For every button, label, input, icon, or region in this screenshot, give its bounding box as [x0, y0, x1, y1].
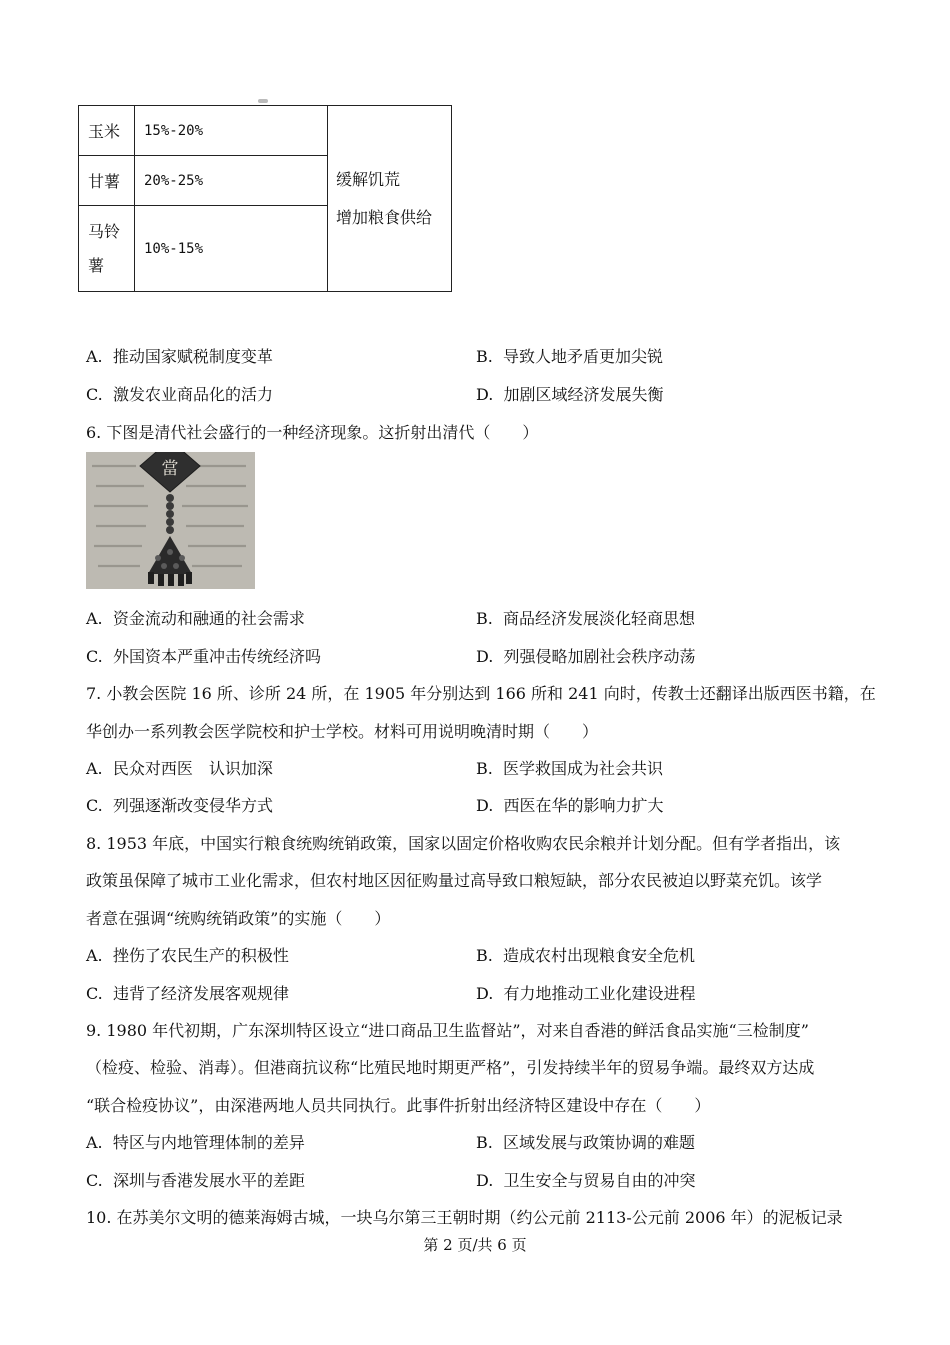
effect-cell [328, 106, 452, 292]
option-letter: C. [86, 647, 103, 666]
option-letter: B. [476, 1133, 493, 1152]
crop-range-cell: 20%-25% [135, 156, 328, 206]
page-footer: 第 2 页/共 6 页 [423, 1236, 527, 1254]
q7-option-c [86, 793, 273, 816]
crop-range-cell: 10%-15% [135, 206, 328, 292]
crop-name-cell [79, 206, 135, 292]
q9-option-b [476, 1130, 695, 1153]
option-text: 加剧区域经济发展失衡 [503, 385, 664, 404]
q10-stem-line: 10. 在苏美尔文明的德莱海姆古城，一块乌尔第三王朝时期（约公元前 2113-公元前 2006 年）的泥板记录 [86, 1208, 843, 1227]
option-letter: B. [476, 347, 493, 366]
scan-mark [258, 99, 268, 103]
option-letter: C. [86, 796, 103, 815]
option-text: 列强侵略加剧社会秩序动荡 [503, 647, 696, 666]
option-letter: C. [86, 1171, 103, 1190]
q7-stem-line: 7. 小教会医院 16 所、诊所 24 所，在 1905 年分别达到 166 所和 241 向时，传教士还翻译出版西医书籍，在 [86, 684, 876, 703]
option-text: 商品经济发展淡化轻商思想 [503, 609, 696, 628]
q5-option-c [86, 382, 273, 405]
option-letter: A. [86, 759, 103, 778]
q6-option-b [476, 606, 695, 629]
option-text: 外国资本严重冲击传统经济吗 [112, 647, 321, 666]
effect-line: 缓解饥荒 [336, 169, 401, 189]
pawnshop-sign-photo [86, 452, 255, 589]
option-text: 推动国家赋税制度变革 [112, 347, 273, 366]
table-row [79, 106, 452, 156]
q8-stem-line: 政策虽保障了城市工业化需求，但农村地区因征购量过高导致口粮短缺，部分农民被迫以野菜充饥。该学 [86, 871, 823, 890]
option-text: 区域发展与政策协调的难题 [503, 1133, 696, 1152]
option-text: 特区与内地管理体制的差异 [112, 1133, 305, 1152]
q8-stem-line: 8. 1953 年底，中国实行粮食统购统销政策，国家以固定价格收购农民余粮并计划分配。但有学者指出，该 [86, 834, 841, 853]
crop-name-line: 薯 [88, 255, 105, 275]
q9-option-c [86, 1168, 305, 1191]
q8-option-d [476, 981, 696, 1004]
q7-stem-line: 华创办一系列教会医学院校和护士学校。材料可用说明晚清时期（ ） [86, 722, 599, 741]
q5-option-d [476, 382, 664, 405]
q7-option-d [476, 793, 664, 816]
option-letter: B. [476, 946, 493, 965]
q6-option-c [86, 644, 321, 667]
option-letter: C. [86, 984, 103, 1003]
q5-option-a [86, 344, 273, 367]
option-text: 医学救国成为社会共识 [503, 759, 664, 778]
crop-range-cell: 15%-20% [135, 106, 328, 156]
q8-option-b [476, 943, 695, 966]
option-letter: C. [86, 385, 103, 404]
q9-option-d [476, 1168, 696, 1191]
sign-character: 當 [161, 459, 179, 479]
option-text: 民众对西医 认识加深 [112, 759, 273, 778]
option-letter: D. [476, 385, 494, 404]
option-letter: D. [476, 1171, 494, 1190]
crop-name-cell: 甘薯 [79, 156, 135, 206]
q8-option-a [86, 943, 289, 966]
option-letter: A. [86, 946, 103, 965]
option-text: 激发农业商品化的活力 [112, 385, 273, 404]
option-text: 违背了经济发展客观规律 [112, 984, 289, 1003]
q9-stem-line: 9. 1980 年代初期，广东深圳特区设立“进口商品卫生监督站”，对来自香港的鲜活食品实施“三检制度” [86, 1021, 809, 1040]
q8-option-c [86, 981, 289, 1004]
option-letter: D. [476, 796, 494, 815]
q9-option-a [86, 1130, 305, 1153]
option-letter: D. [476, 984, 494, 1003]
option-text: 卫生安全与贸易自由的冲突 [503, 1171, 696, 1190]
pawnshop-sign-illustration [86, 452, 255, 589]
effect-line: 增加粮食供给 [336, 207, 433, 227]
q7-option-a [86, 756, 273, 779]
crop-name-cell: 玉米 [79, 106, 135, 156]
option-letter: A. [86, 347, 103, 366]
option-text: 深圳与香港发展水平的差距 [112, 1171, 305, 1190]
option-letter: A. [86, 609, 103, 628]
q9-stem-line: “联合检疫协议”，由深港两地人员共同执行。此事件折射出经济特区建设中存在（ ） [86, 1096, 711, 1115]
option-letter: B. [476, 759, 493, 778]
option-text: 西医在华的影响力扩大 [503, 796, 664, 815]
crop-name-line: 马铃 [88, 221, 121, 241]
q9-stem-line: （检疫、检验、消毒）。但港商抗议称“比殖民地时期更严格”，引发持续半年的贸易争端。最终双方达成 [86, 1058, 815, 1077]
option-letter: A. [86, 1133, 103, 1152]
q6-option-d [476, 644, 696, 667]
q6-stem: 6. 下图是清代社会盛行的一种经济现象。这折射出清代（ ） [86, 423, 539, 442]
option-text: 有力地推动工业化建设进程 [503, 984, 696, 1003]
q6-option-a [86, 606, 305, 629]
option-letter: B. [476, 609, 493, 628]
option-text: 造成农村出现粮食安全危机 [503, 946, 696, 965]
option-text: 导致人地矛盾更加尖锐 [503, 347, 664, 366]
crop-table [78, 105, 452, 292]
q7-option-b [476, 756, 663, 779]
option-text: 资金流动和融通的社会需求 [112, 609, 305, 628]
option-text: 列强逐渐改变侵华方式 [112, 796, 273, 815]
option-text: 挫伤了农民生产的积极性 [112, 946, 289, 965]
q5-option-b [476, 344, 663, 367]
q8-stem-line: 者意在强调“统购统销政策”的实施（ ） [86, 909, 391, 928]
option-letter: D. [476, 647, 494, 666]
